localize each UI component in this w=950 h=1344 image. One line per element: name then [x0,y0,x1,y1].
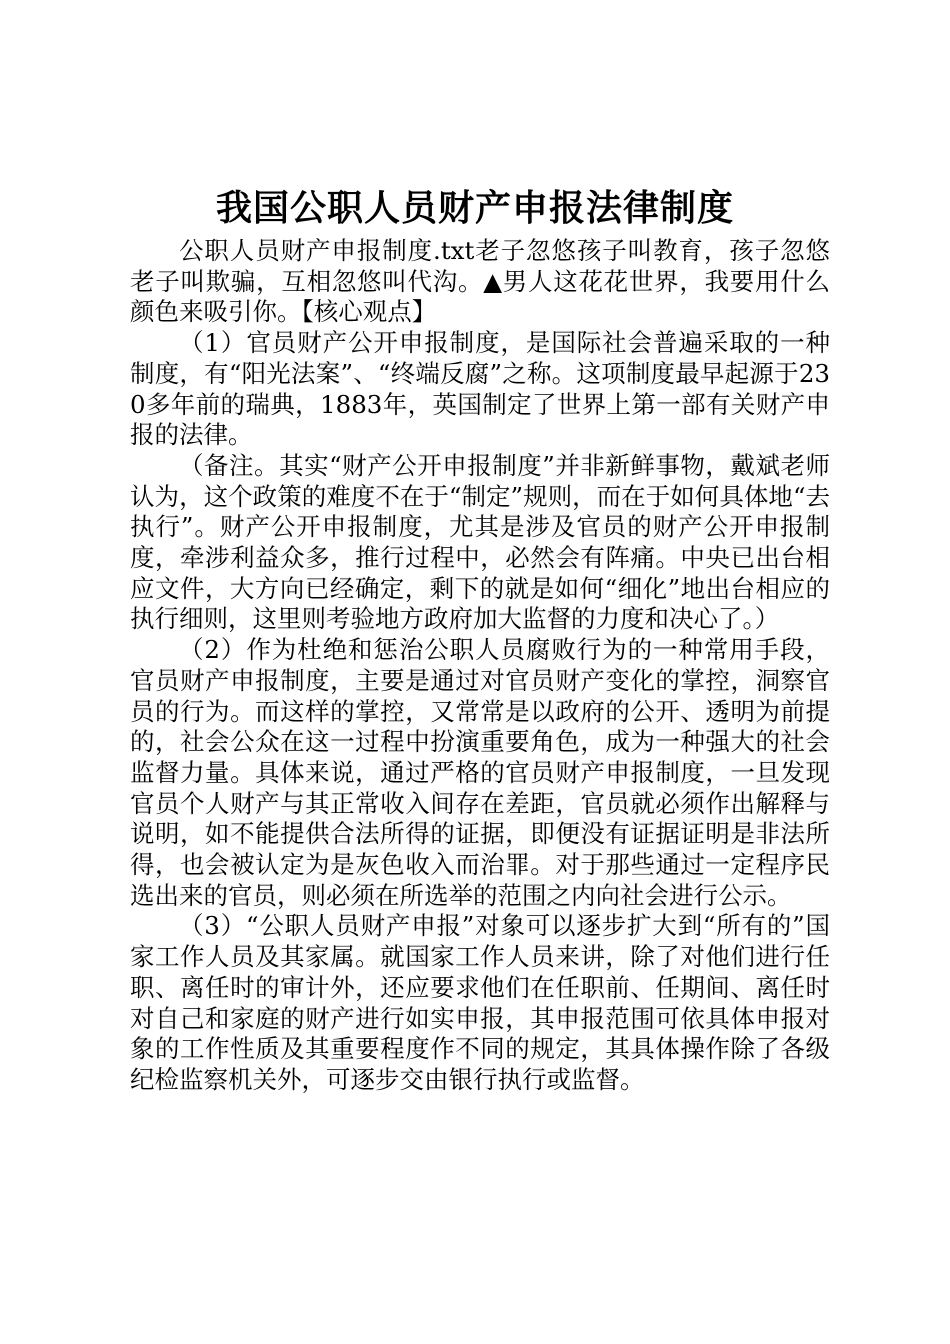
document-body [130,236,830,1096]
paragraph-point-2: （2）作为杜绝和惩治公职人员腐败行为的一种常用手段，官员财产申报制度，主要是通过对官员财产变化的掌控，洞察官员的行为。而这样的掌控，又常常是以政府的公开、透明为前提的，社会公众在这一过程中扮演重要角色，成为一种强大的社会监督力量。具体来说，通过严格的官员财产申报制度，一旦发现官员个人财产与其正常收入间存在差距，官员就必须作出解释与说明，如不能提供合法所得的证据，即便没有证据证明是非法所得，也会被认定为是灰色收入而治罪。对于那些通过一定程序民选出来的官员，则必须在所选举的范围之内向社会进行公示。 [130,635,830,910]
paragraph-intro: 公职人员财产申报制度.txt老子忽悠孩子叫教育，孩子忽悠老子叫欺骗，互相忽悠叫代沟。▲男人这花花世界，我要用什么颜色来吸引你。【核心观点】 [130,236,830,327]
document-title: 我国公职人员财产申报法律制度 [215,187,734,229]
paragraph-note: （备注。其实“财产公开申报制度”并非新鲜事物，戴斌老师认为，这个政策的难度不在于“制定”规则，而在于如何具体地“去执行”。财产公开申报制度，尤其是涉及官员的财产公开申报制度，牵涉利益众多，推行过程中，必然会有阵痛。中央已出台相应文件，大方向已经确定，剩下的就是如何“细化”地出台相应的执行细则，这里则考验地方政府加大监督的力度和决心了。） [130,450,830,634]
paragraph-point-3: （3）“公职人员财产申报”对象可以逐步扩大到“所有的”国家工作人员及其家属。就国家工作人员来讲，除了对他们进行任职、离任时的审计外，还应要求他们在任职前、任期间、离任时对自己和家庭的财产进行如实申报，其申报范围可依具体申报对象的工作性质及其重要程度作不同的规定，其具体操作除了各级纪检监察机关外，可逐步交由银行执行或监督。 [130,911,830,1094]
paragraph-point-1: （1）官员财产公开申报制度，是国际社会普遍采取的一种制度，有“阳光法案”、“终端反腐”之称。这项制度最早起源于230多年前的瑞典，1883年，英国制定了世界上第一部有关财产申报的法律。 [130,328,830,450]
